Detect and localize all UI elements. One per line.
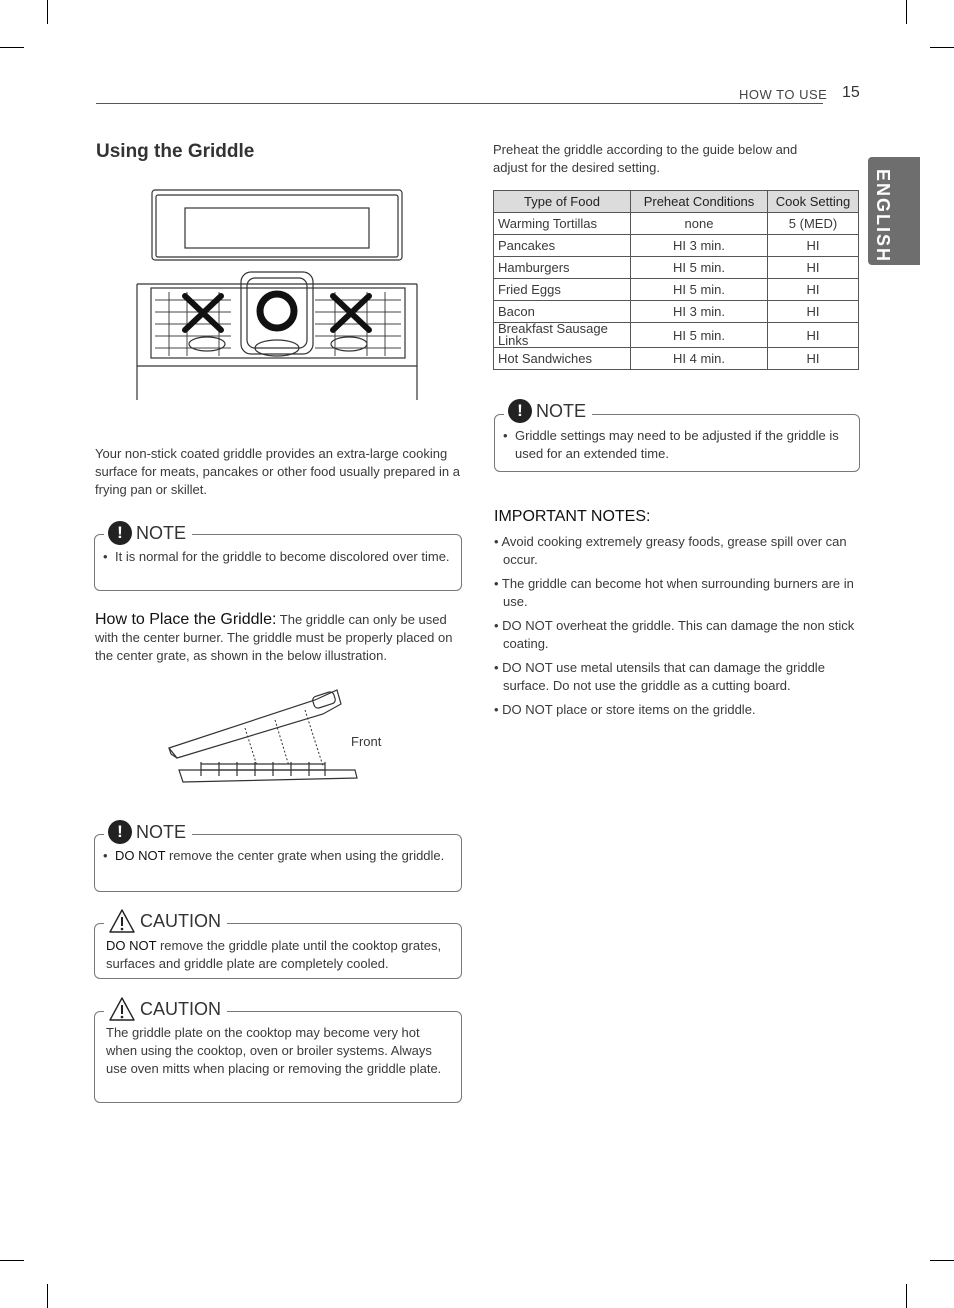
exclamation-icon: ! [108,820,132,844]
note-heading [104,820,192,844]
preheat-table [493,190,859,370]
table-cell: HI [768,348,859,370]
list-item: • Avoid cooking extremely greasy foods, grease spill over can occur. [494,534,847,567]
caution-heading [104,996,227,1022]
caution-title: CAUTION [140,910,221,931]
place-heading: How to Place the Griddle: [95,611,277,628]
table-row [494,257,859,279]
caution-strong-text: DO NOT [106,938,157,953]
section-label: HOW TO USE [739,87,828,102]
front-label: Front [351,734,382,749]
table-cell: HI [768,235,859,257]
table-cell: 5 (MED) [768,213,859,235]
table-row [494,348,859,370]
table-cell: Bacon [494,301,631,323]
caution-title: CAUTION [140,998,221,1019]
crop-mark [0,47,24,48]
table-header-cell: Preheat Conditions [631,191,768,213]
table-cell: HI 5 min. [631,257,768,279]
list-item: • DO NOT overheat the griddle. This can damage the non stick coating. [494,618,855,651]
important-notes-heading: IMPORTANT NOTES: [494,508,651,525]
note-bullet-text: remove the center grate when using the griddle. [165,848,445,863]
table-row [494,279,859,301]
caution-heading [104,908,227,934]
note-title: NOTE [536,400,587,421]
table-cell: HI [768,279,859,301]
place-paragraph [95,611,465,665]
table-row [494,213,859,235]
note-bullet-text: Griddle settings may need to be adjusted if the griddle is used for an extended time. [515,428,839,461]
crop-mark [906,1284,907,1308]
crop-mark [0,1260,24,1261]
bullet: • [503,428,508,443]
crop-mark [906,0,907,24]
table-row [494,301,859,323]
bullet: • [103,848,108,863]
list-item: • DO NOT use metal utensils that can damage the griddle surface. Do not use the griddle as a cutting board. [494,660,825,693]
table-cell: Warming Tortillas [494,213,631,235]
exclamation-icon: ! [108,521,132,545]
table-cell: Pancakes [494,235,631,257]
list-item: • DO NOT place or store items on the griddle. [494,702,756,717]
crop-mark [47,1284,48,1308]
table-header-cell: Type of Food [494,191,631,213]
caution-body [106,937,452,973]
table-cell: Hot Sandwiches [494,348,631,370]
list-item: • The griddle can become hot when surrounding burners are in use. [494,576,854,609]
table-cell: HI 3 min. [631,235,768,257]
table-cell: HI 3 min. [631,301,768,323]
table-cell: HI [768,257,859,279]
note-heading [104,521,192,545]
note-body [103,847,453,865]
crop-mark [930,47,954,48]
preheat-intro: Preheat the griddle according to the guide below and adjust for the desired setting. [493,142,798,175]
note-strong-text: DO NOT [115,848,166,863]
intro-paragraph: Your non-stick coated griddle provides an extra-large cooking surface for meats, pancakes or other food usually prepared in a frying pan or skillet. [95,446,460,497]
crop-mark [47,0,48,24]
table-cell: HI [768,323,859,348]
table-cell: Fried Eggs [494,279,631,301]
table-cell: Breakfast Sausage Links [494,323,631,348]
header-rule [96,103,823,104]
table-cell: Hamburgers [494,257,631,279]
exclamation-icon: ! [508,399,532,423]
table-row [494,235,859,257]
language-tab-label: ENGLISH [873,169,893,264]
griddle-placement-illustration [165,688,365,786]
page-title: Using the Griddle [96,141,255,162]
note-body [503,427,848,463]
table-cell: HI [768,301,859,323]
note-title: NOTE [136,821,187,842]
warning-triangle-icon [108,996,136,1022]
crop-mark [930,1260,954,1261]
note-heading [504,399,592,423]
note-body [103,548,453,566]
range-illustration [135,188,419,402]
page-number: 15 [842,84,860,101]
important-notes-list [494,533,864,725]
language-tab [868,157,920,265]
caution-text: remove the griddle plate until the cooktop grates, surfaces and griddle plate are completely cooled. [106,938,442,971]
warning-triangle-icon [108,908,136,934]
bullet: • [103,549,108,564]
note-title: NOTE [136,522,187,543]
note-bullet-text: It is normal for the griddle to become discolored over time. [115,549,450,564]
table-cell: HI 5 min. [631,279,768,301]
caution-body: The griddle plate on the cooktop may become very hot when using the cooktop, oven or broiler systems. Always use oven mitts when placing or removing the griddle plate. [106,1025,442,1076]
table-header-row [494,191,859,213]
place-text: The griddle can only be used with the center burner. The griddle must be properly placed on the center grate, as shown in the below illustration. [95,612,453,663]
table-header-cell: Cook Setting [768,191,859,213]
table-cell: none [631,213,768,235]
table-cell: HI 5 min. [631,323,768,348]
table-row [494,323,859,348]
table-cell: HI 4 min. [631,348,768,370]
